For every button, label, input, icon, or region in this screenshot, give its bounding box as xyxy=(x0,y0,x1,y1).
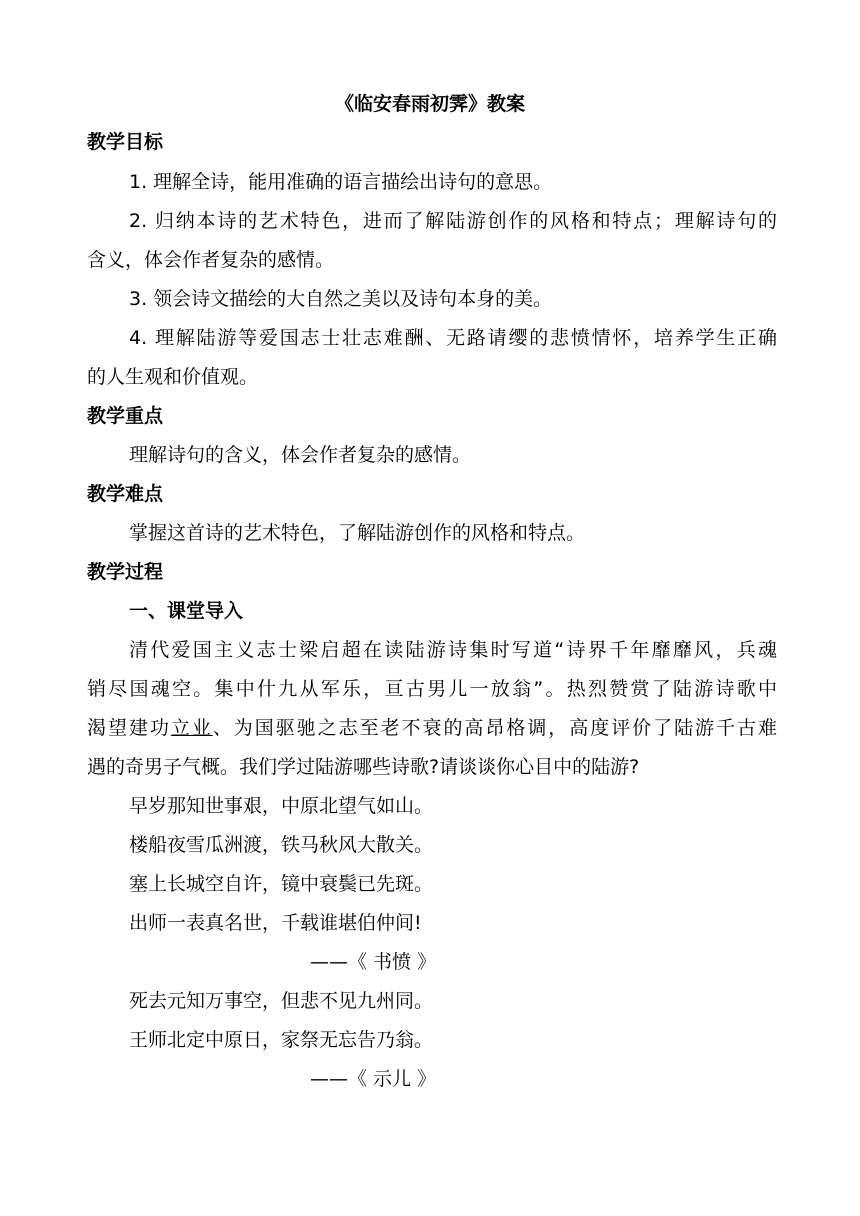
heading-teaching-goals: 教学目标 xyxy=(87,131,164,153)
poem-1-line-4: 出师一表真名世，千载谁堪伯仲间! xyxy=(129,912,422,934)
poem-1-line-1: 早岁那知世事艰，中原北望气如山。 xyxy=(129,795,434,817)
poem-1-line-2: 楼船夜雪瓜洲渡，铁马秋风大散关。 xyxy=(129,834,434,856)
section-1-heading: 一、课堂导入 xyxy=(129,600,244,622)
goal-2-line-1: 2. 归纳本诗的艺术特色，进而了解陆游创作的风格和特点；理解诗句的 xyxy=(129,210,777,232)
difficulties-text: 掌握这首诗的艺术特色，了解陆游创作的风格和特点。 xyxy=(129,522,586,544)
poem-1-source: ——《 书愤 》 xyxy=(310,951,437,973)
intro-paragraph-line-1: 清代爱国主义志士梁启超在读陆游诗集时写道“诗界千年靡靡风，兵魂 xyxy=(129,639,777,661)
heading-teaching-process: 教学过程 xyxy=(87,561,164,583)
intro-paragraph-line-3 xyxy=(87,716,777,740)
poem-2-line-2: 王师北定中原日，家祭无忘告乃翁。 xyxy=(129,1029,434,1051)
poem-1-line-3: 塞上长城空自许，镜中衰鬓已先斑。 xyxy=(129,873,434,895)
document-title: 《临安春雨初霁》教案 xyxy=(334,93,525,115)
underlined-word: 立业 xyxy=(170,717,213,739)
goal-3: 3. 领会诗文描绘的大自然之美以及诗句本身的美。 xyxy=(129,288,553,310)
goal-2-line-2: 含义，体会作者复杂的感情。 xyxy=(87,249,335,271)
poem-2-line-1: 死去元知万事空，但悲不见九州同。 xyxy=(129,990,434,1012)
key-points-text: 理解诗句的含义，体会作者复杂的感情。 xyxy=(129,444,472,466)
goal-4-line-1: 4. 理解陆游等爱国志士壮志难酬、无路请缨的悲愤情怀，培养学生正确 xyxy=(129,327,777,349)
goal-1: 1. 理解全诗，能用准确的语言描绘出诗句的意思。 xyxy=(129,171,553,193)
goal-4-line-2: 的人生观和价值观。 xyxy=(87,366,259,388)
intro-paragraph-line-2: 销尽国魂空。集中什九从军乐，亘古男儿一放翁”。热烈赞赏了陆游诗歌中 xyxy=(87,678,777,700)
heading-difficulties: 教学难点 xyxy=(87,483,164,505)
intro-line-3-start: 渴望建功 xyxy=(87,717,171,739)
heading-key-points: 教学重点 xyxy=(87,405,164,427)
intro-paragraph-line-4: 遇的奇男子气概。我们学过陆游哪些诗歌?请谈谈你心目中的陆游? xyxy=(87,756,640,778)
intro-line-3-end: 、为国驱驰之志至老不衰的高昂格调，高度评价了陆游千古难 xyxy=(212,717,779,739)
poem-2-source: ——《 示儿 》 xyxy=(310,1068,437,1090)
